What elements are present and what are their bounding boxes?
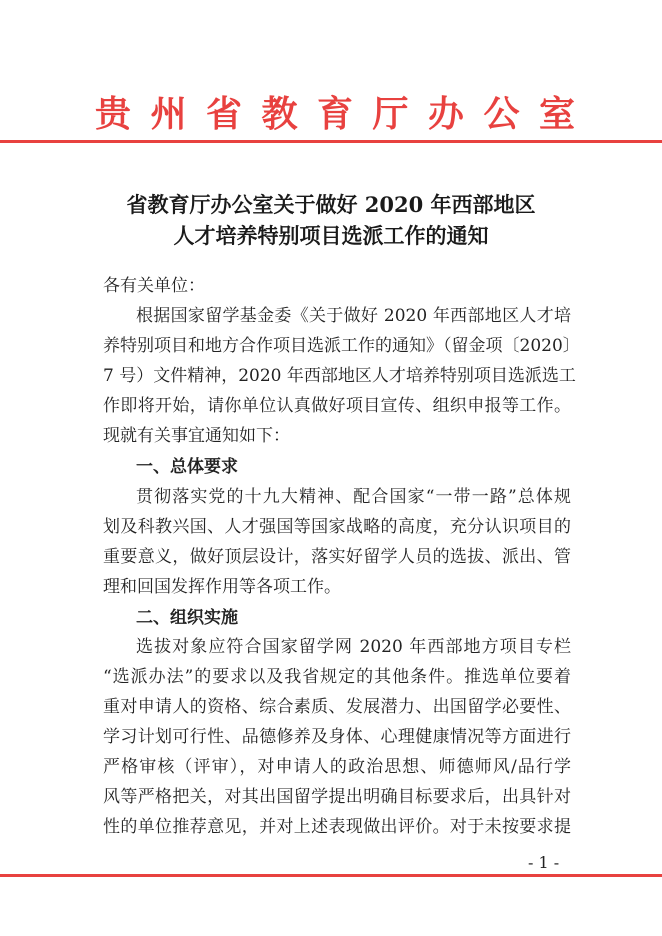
document-title-line-2: 人才培养特别项目选派工作的通知 [173, 223, 489, 248]
section-heading: 一、总体要求 [136, 457, 238, 477]
body-line: 风等严格把关，对其出国留学提出明确目标要求后，出具针对 [103, 787, 571, 807]
body-line: 严格审核（评审），对申请人的政治思想、师德师风/品行学 [103, 757, 571, 777]
body-line: 重对申请人的资格、综合素质、发展潜力、出国留学必要性、 [103, 697, 571, 717]
body-line: 作即将开始，请你单位认真做好项目宣传、组织申报等工作。 [103, 396, 571, 416]
page-number: - 1 - [528, 853, 560, 872]
letterhead: 贵州省教育厅办公室 [95, 93, 575, 135]
body-line: “选派办法”的要求以及我省规定的其他条件。推选单位要着 [103, 667, 571, 687]
document-title-line-1: 省教育厅办公室关于做好 2020 年西部地区 [126, 192, 536, 217]
body-line: 现就有关事宜通知如下： [103, 426, 290, 446]
body-line: 根据国家留学基金委《关于做好 2020 年西部地区人才培 [136, 306, 571, 326]
body-line: 7 号）文件精神，2020 年西部地区人才培养特别项目选派选工 [103, 366, 576, 386]
body-line: 理和回国发挥作用等各项工作。 [103, 577, 341, 597]
body-line: 养特别项目和地方合作项目选派工作的通知》（留金项〔2020〕 [103, 336, 580, 356]
header-red-rule [0, 140, 662, 143]
footer-red-rule [0, 874, 662, 877]
body-line: 学习计划可行性、品德修养及身体、心理健康情况等方面进行 [103, 727, 571, 747]
body-line: 选拔对象应符合国家留学网 2020 年西部地方项目专栏 [136, 637, 571, 657]
body-line: 重要意义，做好顶层设计，落实好留学人员的选拔、派出、管 [103, 547, 571, 567]
body-line: 贯彻落实党的十九大精神、配合国家“一带一路”总体规 [136, 487, 571, 507]
section-heading: 二、组织实施 [136, 608, 238, 628]
body-line: 性的单位推荐意见，并对上述表现做出评价。对于未按要求提 [103, 817, 571, 837]
body-line: 划及科教兴国、人才强国等国家战略的高度，充分认识项目的 [103, 517, 571, 537]
salutation: 各有关单位： [103, 276, 205, 296]
